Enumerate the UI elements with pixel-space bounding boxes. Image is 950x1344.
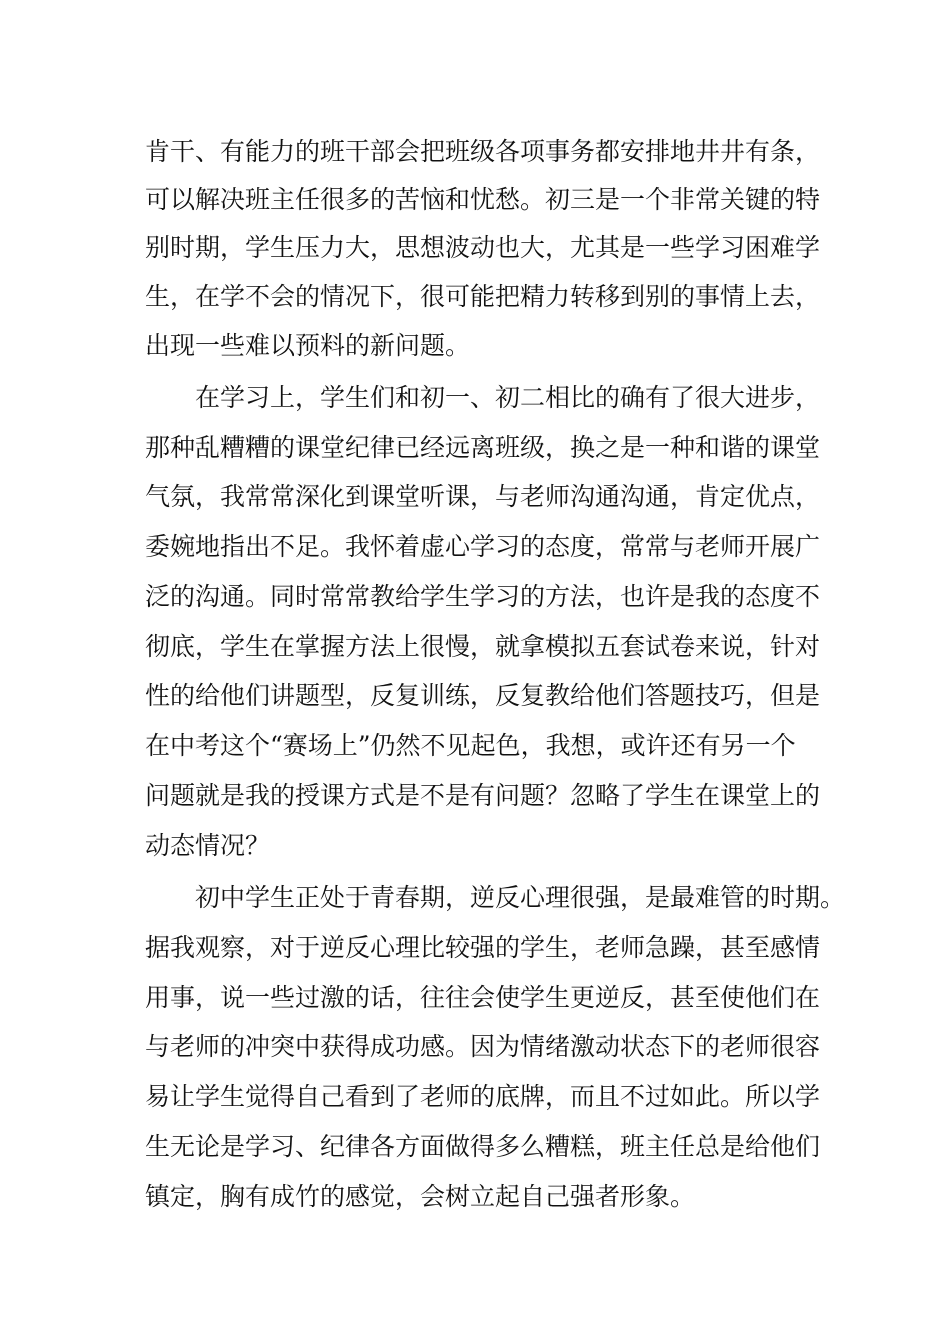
text-line: 在学习上，学生们和初一、初二相比的确有了很大进步， xyxy=(195,383,821,412)
text-line: 据我观察，对于逆反心理比较强的学生，老师急躁，甚至感情 xyxy=(145,933,821,962)
text-line: 用事，说一些过激的话，往往会使学生更逆反，甚至使他们在 xyxy=(145,983,821,1012)
text-line: 与老师的冲突中获得成功感。因为情绪激动状态下的老师很容 xyxy=(145,1032,821,1061)
text-line: 动态情况？ xyxy=(145,831,271,860)
text-line: 性的给他们讲题型，反复训练，反复教给他们答题技巧，但是 xyxy=(145,681,821,710)
text-line: 在中考这个“赛场上”仍然不见起色，我想，或许还有另一个 xyxy=(145,731,796,760)
text-line: 镇定，胸有成竹的感觉，会树立起自己强者形象。 xyxy=(145,1182,696,1211)
text-line: 出现一些难以预料的新问题。 xyxy=(145,331,471,360)
text-line: 生无论是学习、纪律各方面做得多么糟糕，班主任总是给他们 xyxy=(145,1132,821,1161)
text-line: 泛的沟通。同时常常教给学生学习的方法，也许是我的态度不 xyxy=(145,582,821,611)
text-line: 气氛，我常常深化到课堂听课，与老师沟通沟通，肯定优点， xyxy=(145,482,821,511)
text-line: 易让学生觉得自己看到了老师的底牌，而且不过如此。所以学 xyxy=(145,1082,821,1111)
text-line: 生，在学不会的情况下，很可能把精力转移到别的事情上去， xyxy=(145,282,821,311)
text-line: 问题就是我的授课方式是不是有问题？忽略了学生在课堂上的 xyxy=(145,781,821,810)
text-line: 彻底，学生在掌握方法上很慢，就拿模拟五套试卷来说，针对 xyxy=(145,632,821,661)
text-line: 可以解决班主任很多的苦恼和忧愁。初三是一个非常关键的特 xyxy=(145,185,821,214)
text-line: 那种乱糟糟的课堂纪律已经远离班级，换之是一种和谐的课堂 xyxy=(145,433,821,462)
text-line: 别时期，学生压力大，思想波动也大，尤其是一些学习困难学 xyxy=(145,233,821,262)
text-line: 肯干、有能力的班干部会把班级各项事务都安排地井井有条， xyxy=(145,137,821,166)
text-line: 初中学生正处于青春期，逆反心理很强，是最难管的时期。 xyxy=(195,883,846,912)
text-line: 委婉地指出不足。我怀着虚心学习的态度，常常与老师开展广 xyxy=(145,532,821,561)
